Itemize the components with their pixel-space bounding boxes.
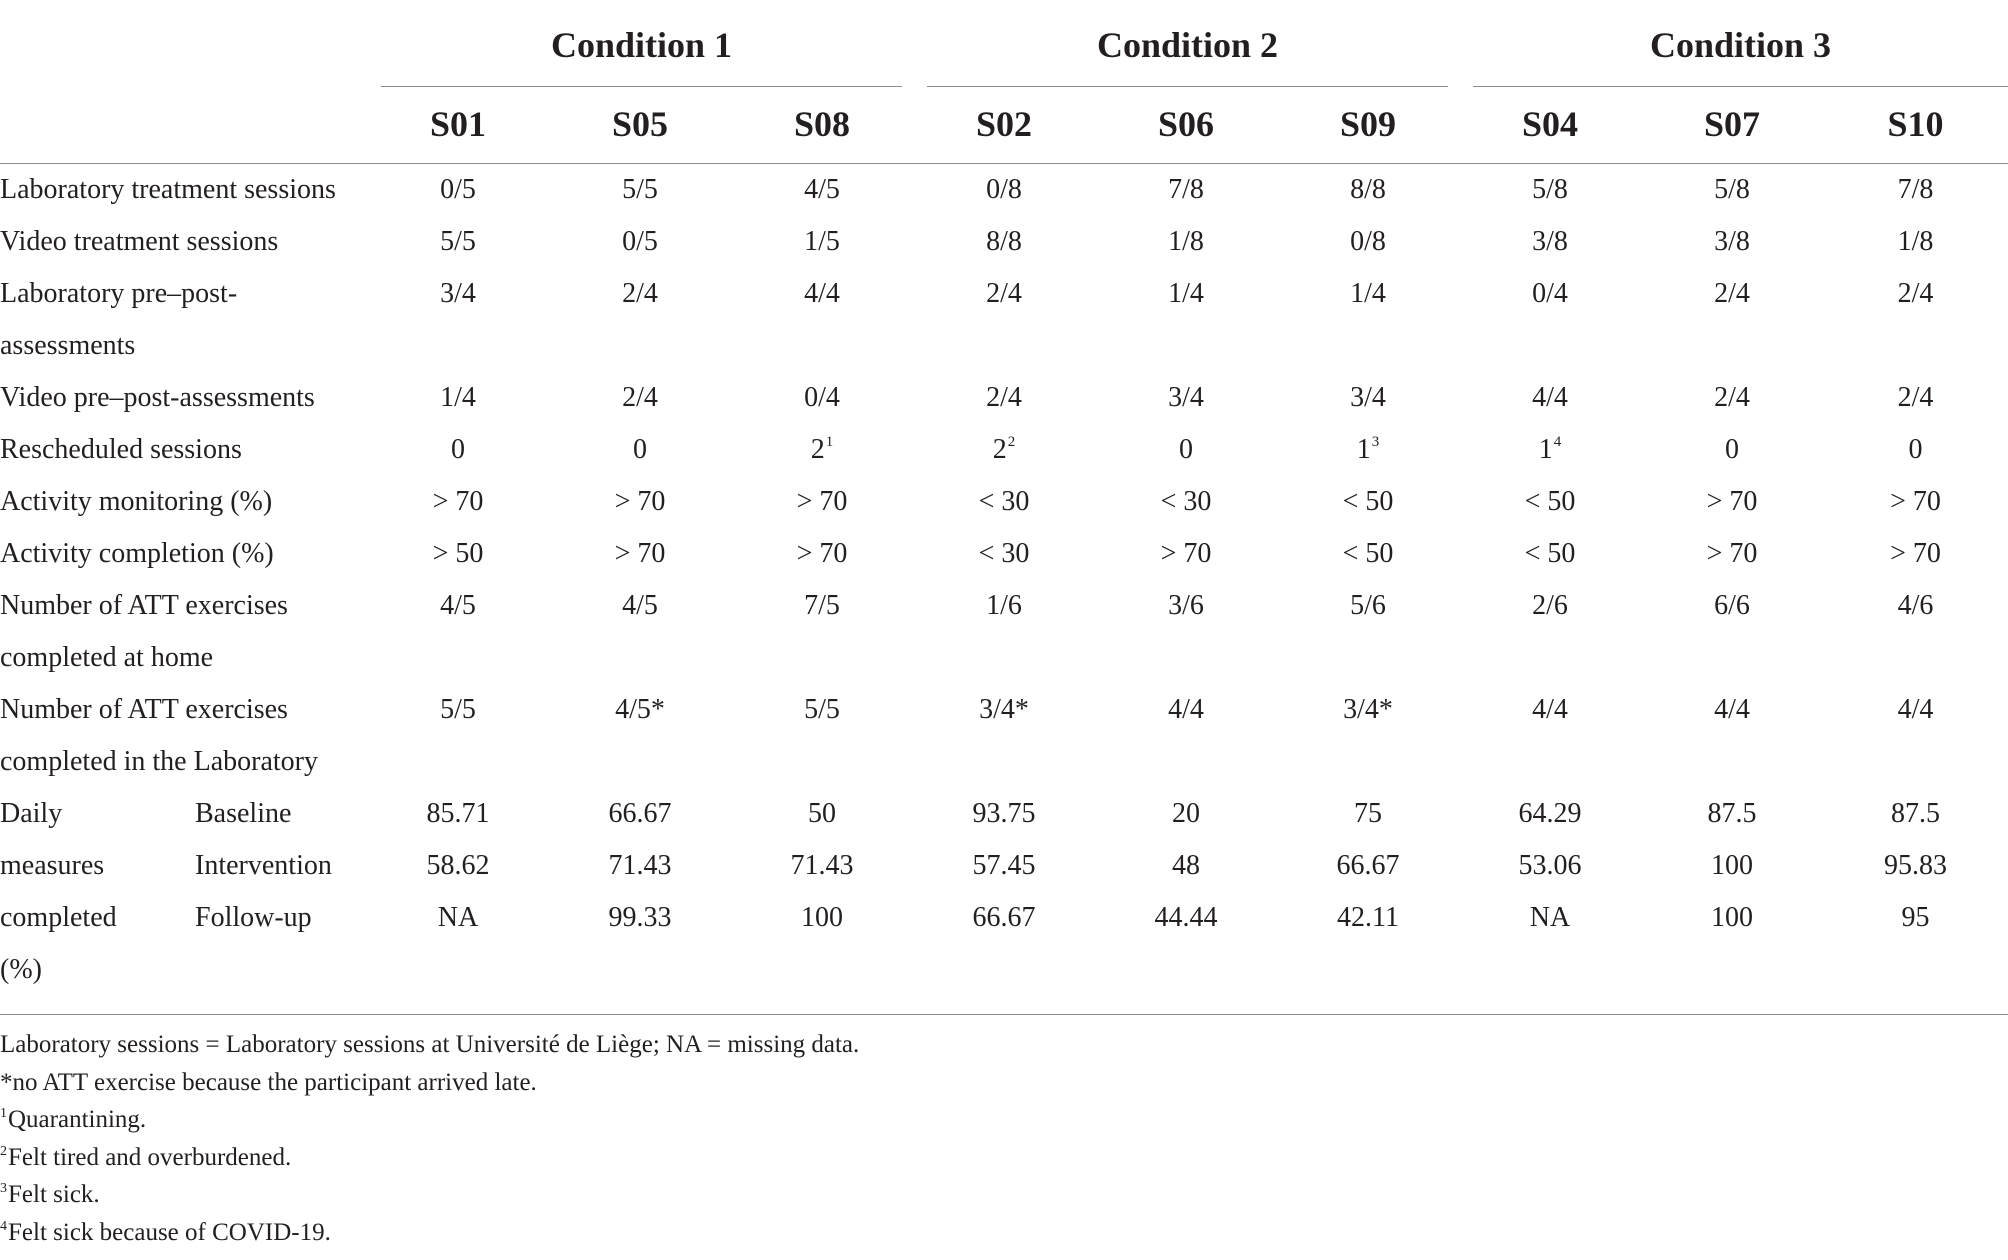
cell-s01: 0/5 (440, 173, 476, 205)
cell-s02: 3/4* (979, 693, 1029, 725)
cell-s09: 8/8 (1350, 173, 1386, 205)
cell-value: 1 (1356, 433, 1371, 465)
cell-s02: 93.75 (972, 797, 1036, 829)
table-footnotes (0, 1014, 2008, 1251)
condition-3-header (1459, 0, 2008, 87)
cell-s06: 20 (1172, 797, 1200, 829)
cell-s09: 0/8 (1350, 225, 1386, 257)
cell-s05: 4/5 (622, 589, 658, 621)
row-activity-monitoring (0, 476, 2008, 528)
footnote-mark: 1 (0, 1106, 7, 1121)
row-laboratory-treatment-sessions (0, 164, 2008, 216)
cell-s08: 100 (801, 901, 843, 933)
row-daily-follow-up (0, 892, 2008, 944)
subject-header-s08: S08 (731, 87, 913, 164)
cell-s09 (1277, 424, 1459, 476)
footnote-asterisk: *no ATT exercise because the participant arrived late. (0, 1068, 537, 1096)
cell-s07: 3/8 (1714, 225, 1750, 257)
cell-s06: 3/6 (1168, 589, 1204, 621)
cell-s07: 0 (1725, 433, 1739, 465)
cell-s10: 7/8 (1897, 173, 1934, 205)
cell-s06: 1/4 (1168, 277, 1204, 309)
condition-2-label: Condition 2 (927, 0, 1448, 87)
cell-value: 2 (992, 433, 1007, 465)
row-rescheduled-sessions (0, 424, 2008, 476)
cell-s05: 2/4 (622, 381, 658, 413)
row-laboratory-pre-post-assessments (0, 268, 2008, 372)
footnote-text: Felt sick because of COVID-19. (8, 1218, 331, 1246)
cell-s08: 7/5 (804, 589, 840, 621)
row-sublabel: Baseline (195, 797, 292, 829)
cell-s01: 5/5 (440, 693, 476, 725)
cell-s05: 71.43 (608, 849, 672, 881)
footnote-marker: 3 (1371, 433, 1380, 450)
cell-s02: < 30 (978, 537, 1030, 569)
cell-s01: NA (437, 901, 479, 933)
cell-s09: 5/6 (1350, 589, 1386, 621)
footnote-mark: 2 (0, 1143, 7, 1159)
row-sublabel: Follow-up (195, 901, 312, 933)
cell-s01: 4/5 (440, 589, 476, 621)
footnote-3 (0, 1176, 2008, 1214)
cell-s08: 4/4 (804, 277, 840, 309)
cell-s08 (731, 424, 913, 476)
cell-s09: 42.11 (1337, 901, 1399, 933)
subject-header-s06: S06 (1095, 87, 1277, 164)
cell-s04: NA (1529, 901, 1571, 933)
cell-s04: 53.06 (1518, 849, 1582, 881)
cell-s08: 0/4 (804, 381, 840, 413)
cell-s05: 4/5* (615, 693, 665, 725)
row-label: Activity monitoring (%) (0, 485, 273, 517)
cell-s04: 0/4 (1532, 277, 1568, 309)
condition-header-row (0, 0, 2008, 87)
cell-s08: 5/5 (804, 693, 840, 725)
cell-value: 2 (810, 433, 825, 465)
cell-s02: 2/4 (986, 381, 1022, 413)
cell-s01: 0 (451, 433, 465, 465)
row-video-pre-post-assessments (0, 372, 2008, 424)
cell-s05: > 70 (614, 485, 666, 517)
cell-s02: 1/6 (986, 589, 1022, 621)
table-header (0, 0, 2008, 164)
row-att-exercises-laboratory (0, 684, 2008, 788)
cell-s10: 2/4 (1897, 381, 1934, 413)
condition-1-header (367, 0, 913, 87)
cell-s07: 6/6 (1714, 589, 1750, 621)
row-label: Number of ATT exercises completed at home (0, 589, 288, 673)
cell-s10: 95 (1901, 901, 1930, 933)
row-label: Video pre–post-assessments (0, 381, 315, 413)
cell-s01: 1/4 (440, 381, 476, 413)
cell-s06: 1/8 (1168, 225, 1204, 257)
cell-s05: 99.33 (608, 901, 672, 933)
row-label: Rescheduled sessions (0, 433, 242, 465)
cell-value: 1 (1538, 433, 1553, 465)
row-label: Activity completion (%) (0, 537, 274, 569)
footnote-2 (0, 1139, 2008, 1177)
cell-s02: < 30 (978, 485, 1030, 517)
row-daily-intervention (0, 840, 2008, 892)
cell-s07: 100 (1711, 901, 1753, 933)
cell-s06: < 30 (1160, 485, 1212, 517)
cell-s04: 4/4 (1532, 693, 1568, 725)
condition-3-label: Condition 3 (1473, 0, 2008, 87)
cell-s07: 4/4 (1714, 693, 1750, 725)
subject-header-row (0, 87, 2008, 164)
row-label: Number of ATT exercises completed in the Laboratory (0, 693, 318, 777)
cell-s02: 66.67 (972, 901, 1036, 933)
row-label: Laboratory treatment sessions (0, 173, 336, 205)
footnote-4 (0, 1214, 2008, 1252)
row-activity-completion (0, 528, 2008, 580)
row-att-exercises-home (0, 580, 2008, 684)
cell-s10: 4/4 (1897, 693, 1934, 725)
header-corner-lower (0, 87, 367, 164)
cell-s09: 1/4 (1350, 277, 1386, 309)
cell-s04: 4/4 (1532, 381, 1568, 413)
cell-s06: 48 (1172, 849, 1200, 881)
cell-s07: 2/4 (1714, 381, 1750, 413)
cell-s05: 0 (633, 433, 647, 465)
cell-s02: 0/8 (986, 173, 1022, 205)
subject-header-s04: S04 (1459, 87, 1641, 164)
footnote-mark: 4 (0, 1218, 7, 1234)
cell-s10: 95.83 (1884, 849, 1947, 881)
cell-s06: 3/4 (1168, 381, 1204, 413)
cell-s07: 87.5 (1707, 797, 1757, 829)
cell-s06: 0 (1179, 433, 1193, 465)
cell-s09: 3/4* (1343, 693, 1393, 725)
cell-s06: 7/8 (1168, 173, 1204, 205)
cell-s07: 100 (1711, 849, 1753, 881)
row-daily-spacer (0, 944, 2008, 996)
cell-s10: 2/4 (1897, 277, 1934, 309)
cell-s10: > 70 (1890, 537, 1941, 569)
cell-s04: 64.29 (1518, 797, 1582, 829)
footnote-mark: 3 (0, 1181, 7, 1196)
cell-s04: 2/6 (1532, 589, 1568, 621)
cell-s04: < 50 (1524, 537, 1576, 569)
cell-s09: < 50 (1342, 485, 1394, 517)
cell-s02: 57.45 (972, 849, 1036, 881)
cell-s08: > 70 (796, 485, 848, 517)
cell-s10: > 70 (1890, 485, 1941, 517)
row-spacer (195, 944, 2008, 996)
cell-s08: 71.43 (790, 849, 854, 881)
condition-1-label: Condition 1 (381, 0, 902, 87)
cell-s01: 5/5 (440, 225, 476, 257)
cell-s10: 4/6 (1897, 589, 1934, 621)
subject-header-s01: S01 (367, 87, 549, 164)
cell-s02: 2/4 (986, 277, 1022, 309)
subject-header-s02: S02 (913, 87, 1095, 164)
cell-s05: 2/4 (622, 277, 658, 309)
table-body (0, 164, 2008, 996)
cell-s06: > 70 (1160, 537, 1212, 569)
cell-s01: 85.71 (426, 797, 490, 829)
cell-s09: < 50 (1342, 537, 1394, 569)
subject-header-s09: S09 (1277, 87, 1459, 164)
footnote-marker: 2 (1007, 433, 1016, 450)
footnote-marker: 4 (1553, 433, 1562, 450)
cell-s08: > 70 (796, 537, 848, 569)
cell-s07: > 70 (1706, 537, 1758, 569)
cell-s01: > 50 (432, 537, 484, 569)
subject-header-s05: S05 (549, 87, 731, 164)
cell-s05: > 70 (614, 537, 666, 569)
cell-s04 (1459, 424, 1641, 476)
cell-s10: 0 (1908, 433, 1923, 465)
cell-s04: 5/8 (1532, 173, 1568, 205)
header-corner (0, 0, 367, 87)
cell-s07: > 70 (1706, 485, 1758, 517)
row-label: Laboratory pre–post-assessments (0, 277, 238, 361)
cell-s05: 0/5 (622, 225, 658, 257)
footnote-1 (0, 1101, 2008, 1139)
row-daily-baseline (0, 788, 2008, 840)
cell-s04: < 50 (1524, 485, 1576, 517)
cell-s02: 8/8 (986, 225, 1022, 257)
row-sublabel: Intervention (195, 849, 332, 881)
cell-s01: 58.62 (426, 849, 490, 881)
footnote-text: Felt sick. (8, 1181, 100, 1208)
cell-s06: 4/4 (1168, 693, 1204, 725)
cell-s08: 50 (808, 797, 836, 829)
footnote-marker: 1 (825, 433, 834, 450)
row-label: Video treatment sessions (0, 225, 279, 257)
row-video-treatment-sessions (0, 216, 2008, 268)
cell-s09: 66.67 (1336, 849, 1400, 881)
cell-s06: 44.44 (1154, 901, 1218, 933)
cell-s05: 5/5 (622, 173, 658, 205)
cell-s01: 3/4 (440, 277, 476, 309)
cell-s07: 5/8 (1714, 173, 1750, 205)
cell-s10: 87.5 (1891, 797, 1940, 829)
cell-s07: 2/4 (1714, 277, 1750, 309)
daily-measures-label: Daily measures completed (%) (0, 797, 117, 985)
footnote-text: Quarantining. (8, 1106, 147, 1133)
cell-s05: 66.67 (608, 797, 672, 829)
cell-s09: 3/4 (1350, 381, 1386, 413)
cell-s01: > 70 (432, 485, 484, 517)
cell-s09: 75 (1354, 797, 1382, 829)
cell-s10: 1/8 (1897, 225, 1934, 257)
footnote-abbreviations: Laboratory sessions = Laboratory sessions at Université de Liège; NA = missing data. (0, 1031, 860, 1058)
cell-s08: 4/5 (804, 173, 840, 205)
subject-header-s10: S10 (1823, 87, 2008, 164)
cell-s02 (913, 424, 1095, 476)
footnote-text: Felt tired and overburdened. (8, 1143, 292, 1171)
subject-header-s07: S07 (1641, 87, 1823, 164)
cell-s04: 3/8 (1532, 225, 1568, 257)
condition-2-header (913, 0, 1459, 87)
cell-s08: 1/5 (804, 225, 840, 257)
